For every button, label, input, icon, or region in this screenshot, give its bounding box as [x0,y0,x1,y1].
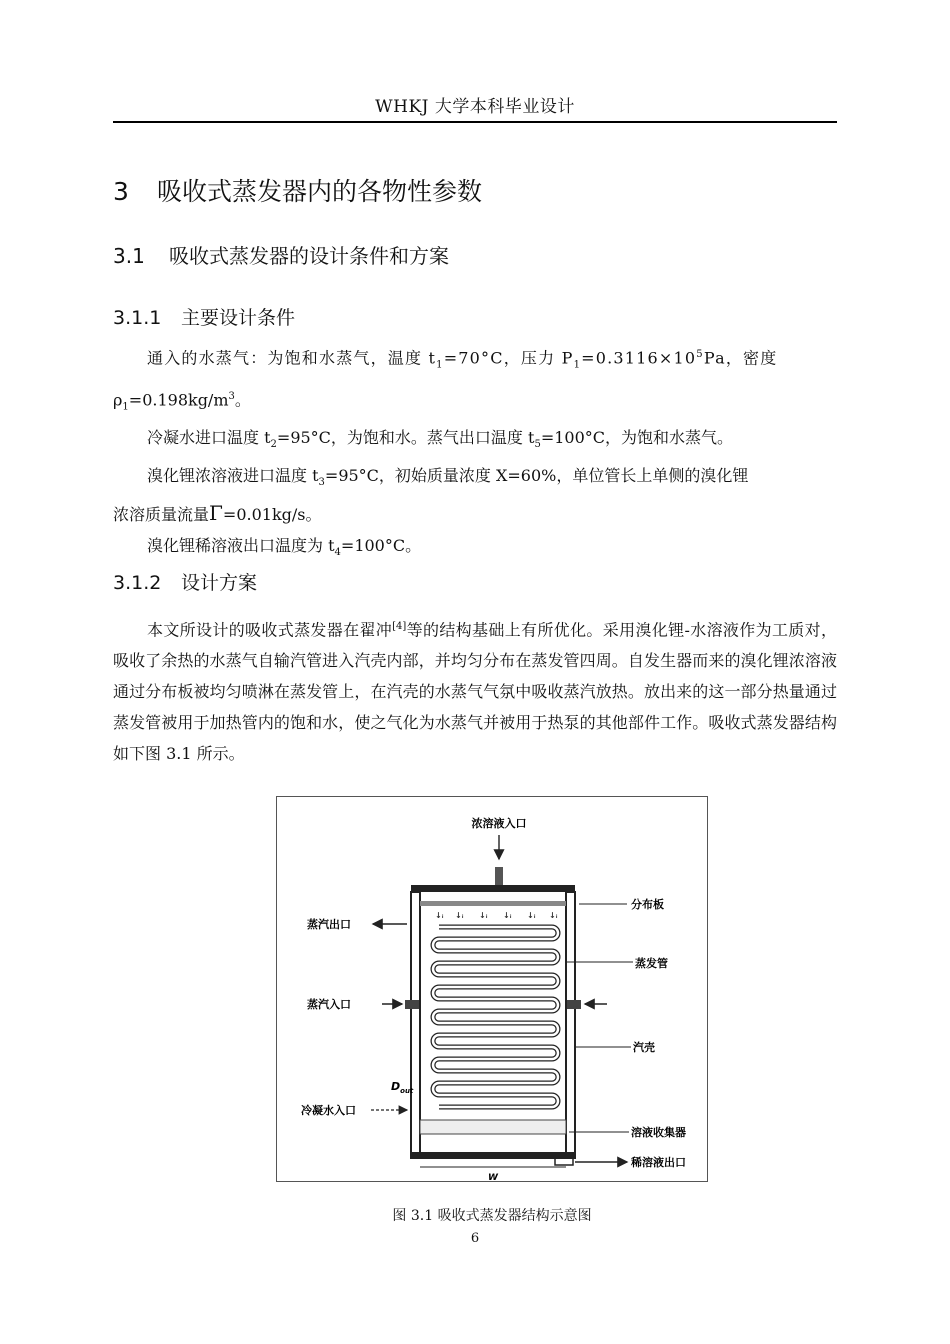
subsection-heading-1 [113,303,295,330]
section-title: 吸收式蒸发器的设计条件和方案 [169,244,449,268]
svg-text:↓ᵢ: ↓ᵢ [503,911,512,920]
subsection-title-1: 主要设计条件 [181,307,296,329]
page-header: WHKJ 大学本科毕业设计 [375,97,575,117]
spray-drops [435,911,558,920]
inlet-pipe [495,867,503,887]
inlet-label [472,816,527,830]
steam-inlet-left-nozzle [405,1000,419,1009]
steam-inlet-right-nozzle [567,1000,581,1009]
shell-label: 汽壳 [633,1041,655,1054]
collector-label: 溶液收集器 [631,1126,686,1139]
evaporator-figure [276,796,708,1182]
tube-label: 蒸发管 [635,957,668,970]
page-number: 6 [470,1231,480,1246]
evaporator-coil [433,927,558,1107]
cold-inlet-label: 冷凝水入口 [301,1104,356,1117]
d-label: $D_{out}$ [391,1080,414,1095]
subsection-number-1: 3.1.1 [113,307,162,329]
conditions-paragraph-3: 溴化锂浓溶液进口温度 $t_3=95^\circ C$，初始质量浓度 X=60%，单位管长上单侧的溴化锂 [147,466,749,489]
conditions-line-1: 通入的水蒸气：为饱和水蒸气，温度 $t_1=70^\circ C$，压力 $P_1=0.3116\times 10^5Pa$，密度 [147,348,778,371]
header-rule [113,121,837,123]
conditions-paragraph-1 [113,339,837,569]
chapter-title: 吸收式蒸发器内的各物性参数 [157,177,483,206]
steam-outlet-label: 蒸汽出口 [307,918,351,931]
svg-text:↓ᵢ: ↓ᵢ [549,911,558,920]
shell-left-wall [411,892,420,1158]
evaporator-diagram [277,797,707,1181]
svg-text:↓ᵢ: ↓ᵢ [435,911,444,920]
subsection-number-2: 3.1.2 [113,572,162,594]
conditions-paragraph-3-cont: 浓溶质量流量Γ=0.01kg/s。 [113,501,322,526]
svg-text:浓溶液入口: 浓溶液入口 [471,817,527,830]
distributor-label: 分布板 [631,898,664,911]
top-plate [411,885,575,892]
chapter-number: 3 [113,177,129,206]
conditions-paragraph-2: 冷凝水进口温度 $t_2=95^\circ C$，为饱和水。蒸气出口温度 $t_5=100^\circ C$，为饱和水蒸气。 [147,428,734,451]
design-paragraph: 本文所设计的吸收式蒸发器在翟冲[4]等的结构基础上有所优化。采用溴化锂-水溶液作为工质对，吸收了余热的水蒸气自输汽管进入汽壳内部，并均匀分布在蒸发管四周。自发生器而来的溴化锂浓溶液通过分布板被均匀喷淋在蒸发管上，在汽壳的水蒸气气氛中吸收蒸汽放热。放出来的这一部分热量通过蒸发管被用于加热管内的饱和水，使之气化为水蒸气并被用于热泵的其他部件工作。吸收式蒸发器结构如下图 3.1 所示。 [113,620,837,764]
svg-text:↓ᵢ: ↓ᵢ [479,911,488,920]
figure-caption: 图 3.1 吸收式蒸发器结构示意图 [392,1208,592,1224]
width-label: W [488,1173,498,1181]
svg-text:↓ᵢ: ↓ᵢ [455,911,464,920]
bottom-plate [411,1152,575,1159]
subsection-heading-2 [113,568,257,595]
solution-collector [420,1120,566,1134]
distributor-plate [420,901,566,906]
shell-right-wall [566,892,575,1158]
svg-text:↓ᵢ: ↓ᵢ [527,911,536,920]
conditions-line-2: $\rho_1=0.198kg/m^3$。 [113,389,251,413]
chapter-heading [113,172,482,208]
conditions-paragraph-4: 溴化锂稀溶液出口温度为 $t_4=100^\circ C$。 [147,536,422,559]
steam-inlet-label: 蒸汽入口 [307,998,351,1011]
section-number: 3.1 [113,244,145,268]
evaporator-coil-inner [433,927,558,1107]
section-heading [113,240,449,269]
dilute-outlet-label: 稀溶液出口 [631,1156,686,1169]
subsection-title-2: 设计方案 [181,572,258,594]
